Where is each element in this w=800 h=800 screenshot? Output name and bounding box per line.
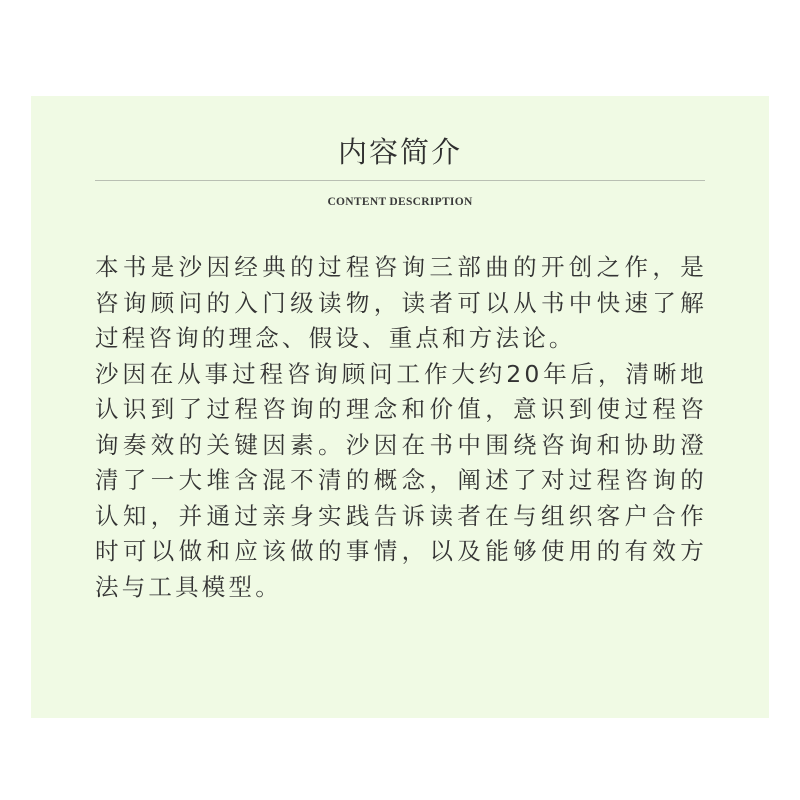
description-paragraph: 沙因在从事过程咨询顾问工作大约20年后，清晰地认识到了过程咨询的理念和价值，意识到使过程咨询奏效的关键因素。沙因在书中围绕咨询和协助澄清了一大堆含混不清的概念，阐述了对过程咨询的认知，并通过亲身实践告诉读者在与组织客户合作时可以做和应该做的事情，以及能够使用的有效方法与工具模型。 — [95, 359, 707, 601]
content-description-panel — [31, 96, 769, 718]
section-subtitle: CONTENT DESCRIPTION — [327, 196, 473, 208]
description-body — [95, 250, 707, 605]
section-title: 内容简介 — [337, 135, 462, 169]
description-paragraph: 本书是沙因经典的过程咨询三部曲的开创之作，是咨询顾问的入门级读物，读者可以从书中快速了解过程咨询的理念、假设、重点和方法论。 — [95, 253, 707, 352]
title-divider — [95, 180, 705, 181]
